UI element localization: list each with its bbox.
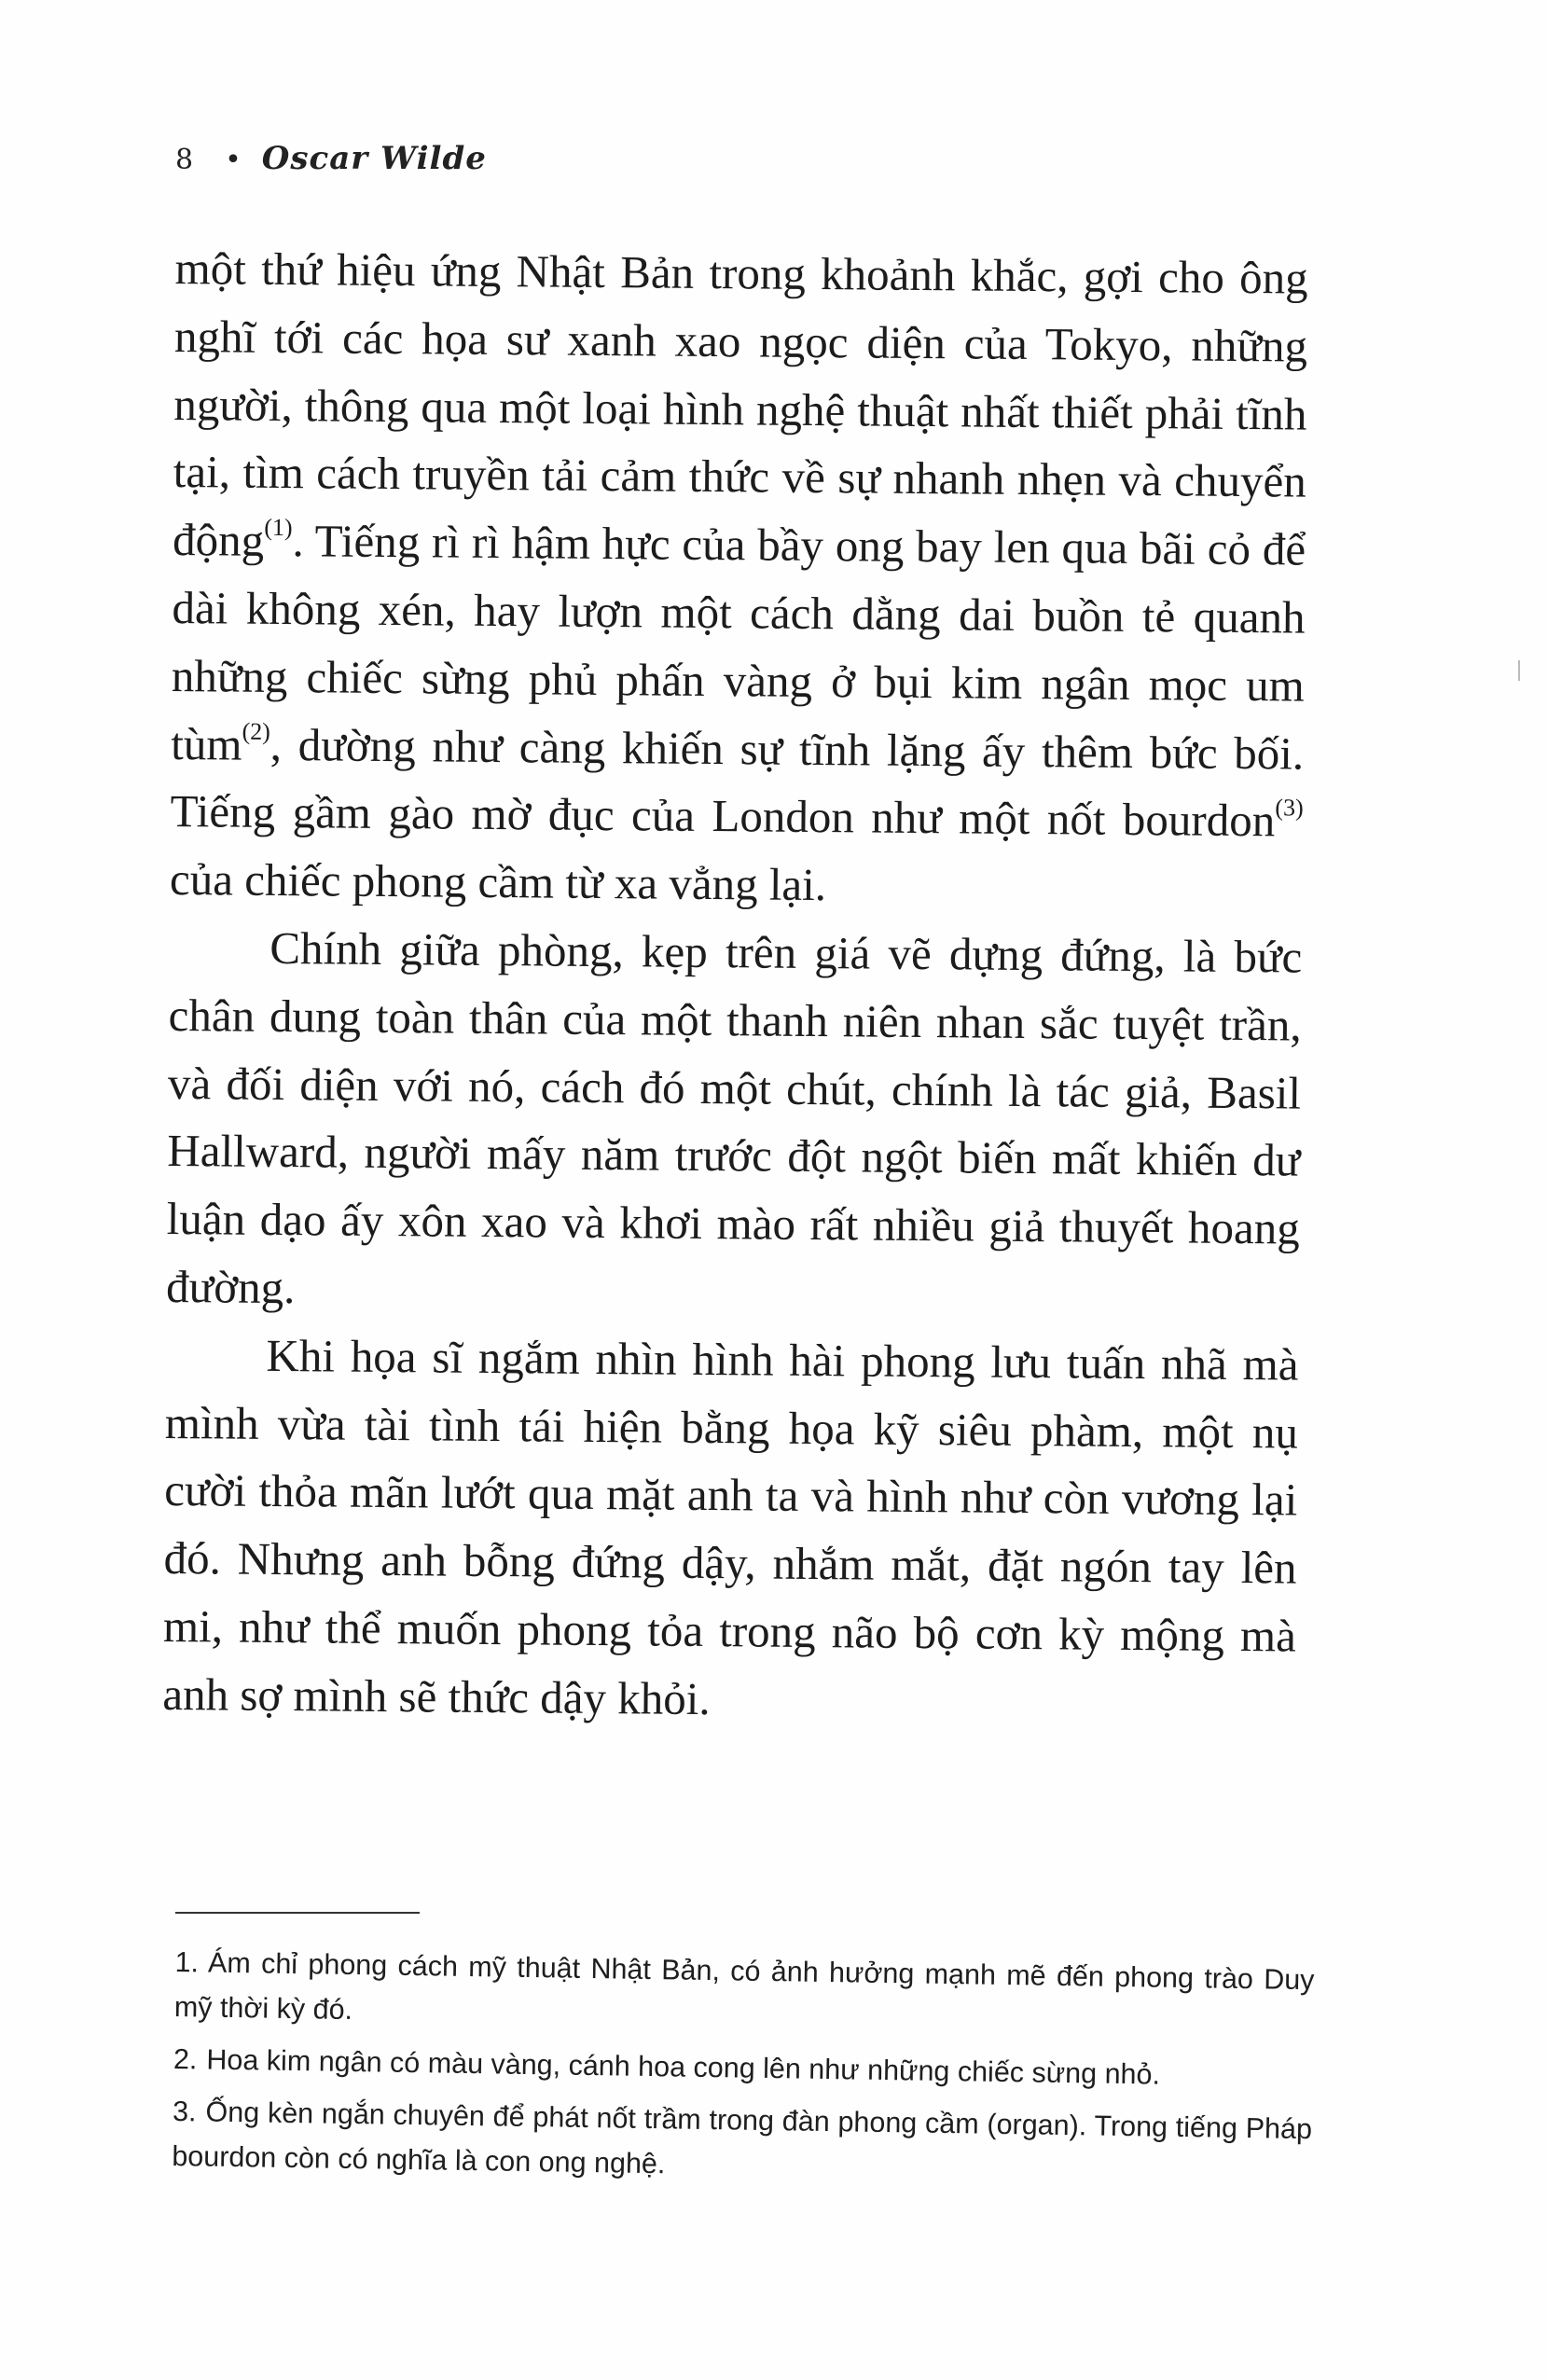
scan-edge-mark bbox=[1518, 660, 1520, 681]
paragraph-1-part-4: của chiếc phong cầm từ xa vẳng lại. bbox=[169, 853, 827, 911]
paragraph-3: Khi họa sĩ ngắm nhìn hình hài phong lưu tuấn nhã mà mình vừa tài tình tái hiện bằng họa kỹ siêu phàm, một nụ cười thỏa mãn lướt qua mặt anh ta và hình như còn vương lại đó. Nhưng anh bỗng đứng dậy, nhắm mắt, đặt ngón tay lên mi, như thể muốn phong tỏa trong não bộ cơn kỳ mộng mà anh sợ mình sẽ thức dậy khỏi. bbox=[162, 1329, 1299, 1724]
running-header bbox=[175, 140, 487, 179]
footnote-ref-2: (2) bbox=[242, 717, 271, 745]
footnotes bbox=[172, 1940, 1315, 2204]
footnote-text: Hoa kim ngân có màu vàng, cánh hoa cong lên như những chiếc sừng nhỏ. bbox=[206, 2043, 1161, 2091]
footnote-number: 3. bbox=[172, 2095, 197, 2128]
footnote-1 bbox=[173, 1940, 1314, 2047]
paragraph-1 bbox=[170, 235, 1308, 924]
paragraph-2: Chính giữa phòng, kẹp trên giá vẽ dựng đứng, là bức chân dung toàn thân của một thanh niên nhan sắc tuyệt trần, và đối diện với nó, cách đó một chút, chính là tác giả, Basil Hallward, người mấy năm trước đột ngột biến mất khiến dư luận dạo ấy xôn xao và khơi mào rất nhiều giả thuyết hoang đường. bbox=[165, 921, 1303, 1314]
footnote-ref-1: (1) bbox=[264, 514, 293, 542]
footnote-number: 1. bbox=[174, 1945, 200, 1979]
footnote-number: 2. bbox=[173, 2042, 198, 2076]
page-number: 8 bbox=[175, 144, 194, 176]
footnote-text: Ống kèn ngắn chuyên để phát nốt trầm trong đàn phong cầm (organ). Trong tiếng Pháp bourdon còn có nghĩa là con ong nghệ. bbox=[172, 2096, 1313, 2180]
paragraph-1-part-3: , dường như càng khiến sự tĩnh lặng ấy thêm bức bối. Tiếng gầm gào mờ đục của London như một nốt bourdon bbox=[170, 718, 1305, 847]
header-author: Oscar Wilde bbox=[261, 140, 487, 177]
footnote-3 bbox=[172, 2089, 1312, 2196]
footnote-text: Ám chỉ phong cách mỹ thuật Nhật Bản, có ảnh hưởng mạnh mẽ đến phong trào Duy mỹ thời kỳ đó. bbox=[173, 1946, 1315, 2026]
body-text bbox=[162, 235, 1308, 1738]
header-separator: • bbox=[225, 144, 242, 176]
paragraph-1-part-1: một thứ hiệu ứng Nhật Bản trong khoảnh khắc, gợi cho ông nghĩ tới các họa sư xanh xao ngọc diện của Tokyo, những người, thông qua một loại hình nghệ thuật nhất thiết phải tĩnh tại, tìm cách truyền tải cảm thức về sự nhanh nhẹn và chuyển động bbox=[172, 242, 1308, 567]
paragraph-1-part-2: . Tiếng rì rì hậm hực của bầy ong bay len qua bãi cỏ để dài không xén, hay lượn một cách dằng dai buồn tẻ quanh những chiếc sừng phủ phấn vàng ở bụi kim ngân mọc um tùm bbox=[171, 515, 1306, 770]
footnote-2 bbox=[173, 2037, 1314, 2099]
footnote-ref-3: (3) bbox=[1275, 794, 1304, 822]
footnote-divider bbox=[175, 1912, 420, 1914]
